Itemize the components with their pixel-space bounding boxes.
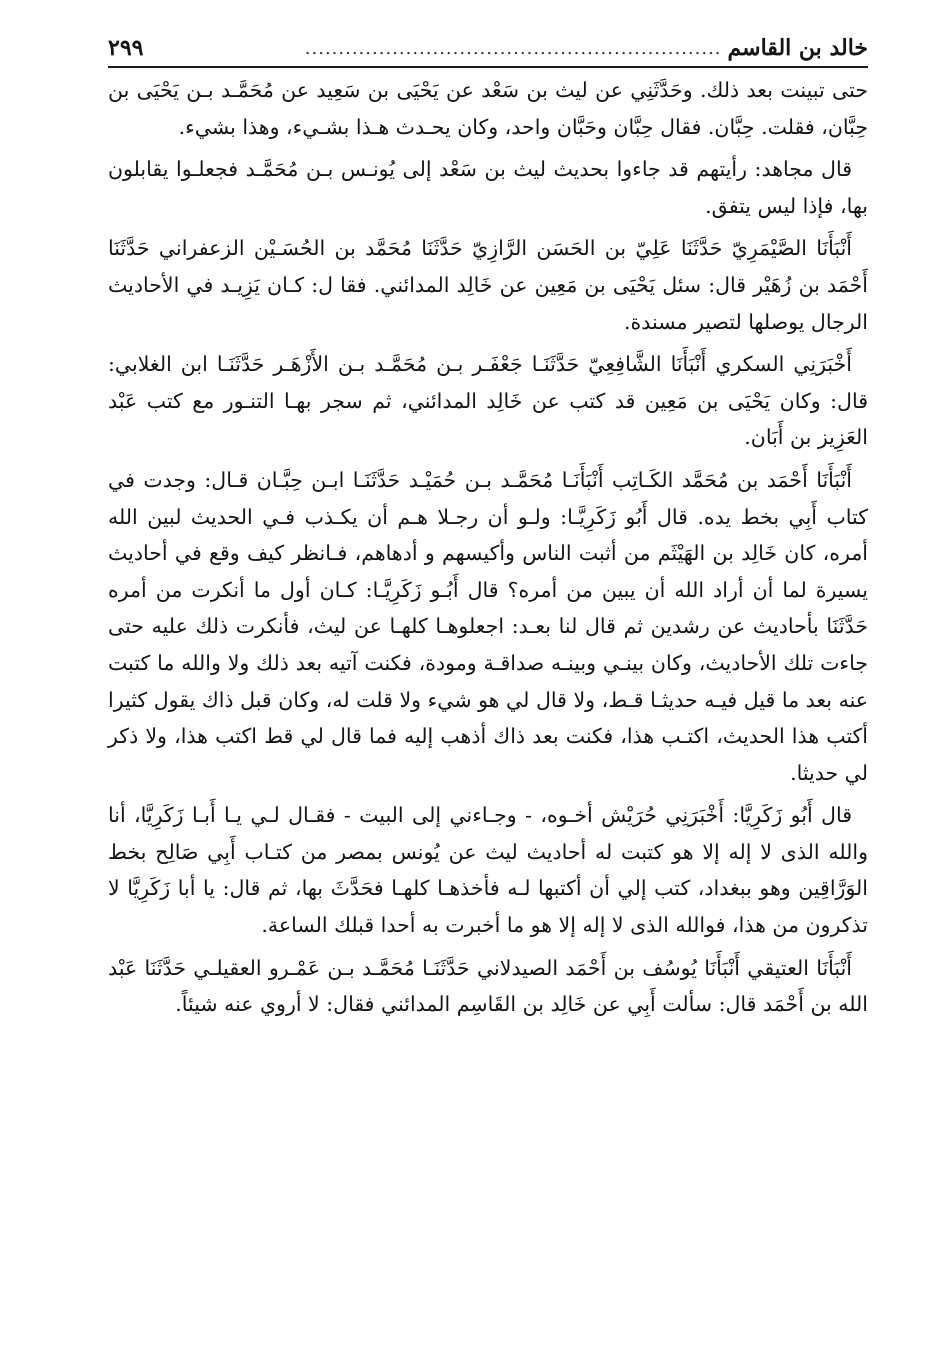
page-body bbox=[108, 72, 868, 1023]
paragraph: قال أَبُو زَكَرِيَّا: أَخْبَرَنِي حُرَيْش أخـوه، - وجـاءني إلى البيت - فقـال لـي يـا أَبـا زَكَرِيَّا، أنا والله الذى لا إله إلا هو كتبت له أحاديث ليث عن يُونس بمصر من كتـاب أَبِي صَالِح بخط الوَرَّاقِين وهو ببغداد، كتب إلي أن أكتبها لـه فأخذهـا كلهـا فحَدَّثَ بها، ثم قال: يا أبا زَكَرِيَّا لا تذكرون من هذا، فوالله الذى لا إله إلا هو ما أخبرت به أحدا قبلك الساعة. bbox=[108, 803, 868, 938]
page-number: ٢٩٩ bbox=[108, 35, 144, 61]
paragraph: أَنْبَأَنَا أَحْمَد بن مُحَمَّد الكَـاتِب أَنْبَأَنَـا مُحَمَّـد بـن حُمَيْـد حَدَّثَنَـا ابـن حِبَّـان قـال: وجدت في كتاب أَبِي بخط يده. قال أَبُو زَكَرِيَّـا: ولـو أن رجـلا هـم أن يكـذب فـي الحديث لبين الله أمره، كان خَالِد بن الهَيْثَم من أثبت الناس وأكيسهم و أدهاهم، فـانظر كيف وقع في أحاديث يسيرة لما أن أراد الله أن يبين من أمره؟ قال أَبُـو زَكَرِيَّـا: كـان أول ما أنكرت من أمره حَدَّثَنَا بأحاديث عن رشدين ثم قال لنا بعـد: اجعلوهـا كلهـا عن ليث، فأنكرت ذلك عليه حتى جاءت تلك الأحاديث، وكان بينـي وبينـه صداقـة ومودة، فكنت آتيه بعد ذلك ولا والله ما كتبت عنه بعد ما قيل فيـه حديثـا قـط، ولا قال لي هو شيء ولا قلت له، وكان قبل ذاك يقول كثيرا أكتب هذا الحديث، اكتـب هذا، فكنت بعد ذاك أذهب إليه فما قال لي قط اكتب هذا، ولا ذكر لي حديثا. bbox=[108, 467, 868, 785]
paragraph: أَخْبَرَنِي السكري أَنْبَأَنَا الشَّافِعِيّ حَدَّثَنَـا جَعْفَـر بـن مُحَمَّـد بـن الأَزْهَـر حَدَّثَنَـا ابن الغلابي: قال: وكان يَحْيَى بن مَعِين قد كتب عن خَالِد المدائني، ثم سجر بهـا التنـور مع كتب عَبْد العَزِيز بن أَبَان. bbox=[108, 352, 868, 450]
paragraph: أَنْبَأَنَا الصَّيْمَرِيّ حَدَّثَنَا عَلِيّ بن الحَسَن الرَّازِيّ حَدَّثَنَا مُحَمَّد بن الحُسَـيْن الزعفراني حَدَّثَنَا أَحْمَد بن زُهَيْر قال: سئل يَحْيَى بن مَعِين عن خَالِد المدائني. فقا ل: كـان يَزِيـد في الأحاديث الرجال يوصلها لتصير مسندة. bbox=[108, 236, 868, 334]
book-page bbox=[108, 30, 868, 1330]
running-header bbox=[108, 30, 868, 68]
paragraph: حتى تبينت بعد ذلك. وحَدَّثَنِي عن ليث بن سَعْد عن يَحْيَى بن سَعِيد عن مُحَمَّـد بـن يَحْيَى بن حِبَّان، فقلت. حِبَّان. فقال حِبَّان وحَبَّان واحد، وكان يحـدث هـذا بشـيء، وهذا بشيء. bbox=[108, 78, 868, 139]
paragraph: قال مجاهد: رأيتهم قد جاءوا بحديث ليث بن سَعْد إلى يُونـس بـن مُحَمَّـد فجعلـوا يقابلون بها، فإذا ليس يتفق. bbox=[108, 157, 868, 218]
leader-dots: .............................................................. bbox=[304, 37, 722, 59]
paragraph: أَنْبَأَنَا العتيقي أَنْبَأَنَا يُوسُف بن أَحْمَد الصيدلاني حَدَّثَنَـا مُحَمَّـد بـن عَمْـرو العقيلـي حَدَّثَنَا عَبْد الله بن أَحْمَد قال: سألت أَبِي عن خَالِد بن القَاسِم المدائني فقال: لا أروي عنه شيئاً. bbox=[108, 955, 868, 1017]
running-title: خالد بن القاسم bbox=[727, 35, 868, 61]
